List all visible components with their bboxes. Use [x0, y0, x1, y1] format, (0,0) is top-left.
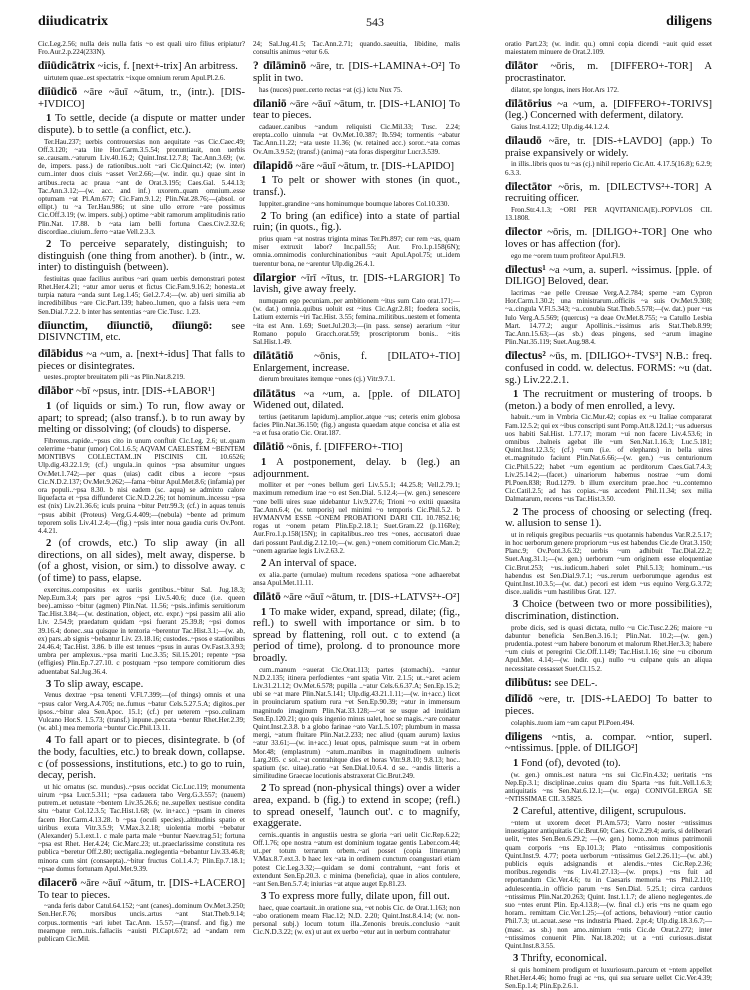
entry-grammar: ~ōnis, f. [DILATO+-TIO] Enlargement, increase.	[253, 351, 460, 374]
column-middle	[253, 40, 460, 955]
citation-quotes: ex alia..parte (urnulae) multum recedens spatiosa ~one adhaerebat ansa Apul.Met.11.11.	[253, 570, 460, 587]
definition-text: Careful, attentive, diligent, scrupulous.	[518, 806, 686, 818]
definition-text: To spread (non-physical things) over a wider area, expand. b (fig.) to extend in scope; (refl.) to spread oneself, 'launch out'. c to magnify, exaggerate.	[253, 783, 460, 830]
citation-quotes: cadauer..canibus ~andum reliquisti Cic.Mil.33; Tusc. 2.24; erepta..collo uinnula ~at Ov.Met.10.387; Ib.594; tormentis ~abatur Tac.Ann.11.22; ~ata ueste 11.36; (w. retained acc.) soror..~ata comas Ov.Am.3.9.52; (transf.) (anima) ~ata foras dispergitur Lucr.3.539.	[253, 122, 460, 156]
entry-grammar: ~āre ~āuī ~ātum, tr. [DIS-+LANIO] To tear to pieces.	[253, 98, 460, 122]
sense-definition	[253, 783, 460, 829]
sense-number: 3	[261, 891, 267, 903]
headword: dīlātātus	[253, 387, 296, 400]
dictionary-entry	[505, 678, 712, 690]
headword: dīlātātiō	[253, 350, 294, 363]
citation-quotes: cum..manum ~auerat Cic.Orat.113; partes (stomachi).. ~antur N.D.2.135; itinera perfodientes ~ant spatia Vitr. 2.1.5; ut..~aret aciem Liv.31.21.12; Ov.Met.6.578; pupilla ..~atur Cels.6.6.37.A; Sen.Ep.15.2; ubi se ~at mare Plin.Nat.5.141; Ulp.dig.43.21.1.11;—(w. in+acc.) licet in prouinciarum spatium rura ~et Sen.Ep.90.39; ~atur in immensum magnitudo imaginum Plin.Nat.33.128;—~at se usque ad inuidiam Sen.Ep.120.21; quo quis ingenio minus ualet, hoc se magis..~are conatur Quint.Inst.2.3.8. b a globo farinae ~ato Var.L.5.107; plumbum in massa mergi, ~atum fluitare Plin.Nat.2.233; nec aliud (quam aurum) laxius ~atur 33.61;—(w. in+acc.) leuat opus, palmisque suum ~at in orbem Mor.48; (emplastrum) ~atum..manibus in magnitudinem uulneris Larg.205. c sol..~at contrahitque dies et horas Vitr.9.8.10; 9.8.13; hoc.. spatium (sc. uitae)..ratio ~at Sen.Dial.10.6.4. d se.. ~andis litteris a similitudine Graecae locutionis abstraxerat Cic.Brut.249.	[253, 665, 460, 781]
citation-quotes: dierum breuitates itemque ~ones (cj.) Vitr.9.7.1.	[259, 375, 396, 384]
sense-number: 2	[261, 783, 267, 795]
entry-grammar: ~ōris, m. [DILIGO+-TOR] One who loves or has affection (for).	[505, 227, 712, 250]
entry-grammar: ~ntis, a. compar. ~ntior, superl. ~ntissimus. [pple. of DILIGO²]	[505, 731, 712, 755]
citation-quotes: haec, quae coartauit..in oratione sua, ~et nobis Cic. de Orat.1.163; non ~abo orationem meam Flac.12; N.D. 2.20; Quint.Inst.8.4.14; (w. non-personal subj.) locum totum illa..Zenonis breuis..conclusio ~auit Cic.N.D.3.22; (w. ex) ut aut ex uerbo ~etur aut in uerbum contrahatur	[253, 903, 460, 937]
headword: dīlectātor	[505, 180, 552, 193]
dictionary-entry	[38, 386, 245, 398]
headword: dīlātor	[505, 60, 538, 73]
running-head-last-word: diligens	[666, 14, 712, 29]
definition-text: To perceive separately, distinguish; to distinguish (one thing from another). b (intr., w. inter) to distinguish (between).	[38, 239, 245, 274]
citation-quotes: ~anda feris dabor Catul.64.152; ~ant (canes)..dominum Ov.Met.3.250; Sen.Her.F.76; morsibus uncis..artus ~ant Stat.Theb.9.14; corpus..tormentis ~ari iubet Tac.Ann. 15.57;—(transf. and fig.) me meamque rem..tuis..fallaciis ~auisti Pl.Capt.672; ad ~andam rem publicam Cic.Mil.	[38, 902, 245, 944]
dictionary-entry	[505, 61, 712, 84]
sense-definition	[505, 953, 712, 965]
entry-grammar: ~āre ~āuī ~ātum, tr. [DIS-+LACERO] To tear to pieces.	[38, 878, 245, 901]
headword: dīlargior	[253, 271, 297, 284]
sense-definition	[505, 599, 712, 622]
headword: dīlapidō	[253, 159, 293, 172]
dictionary-entry	[253, 592, 460, 604]
entry-grammar: ~ere, tr. [DIS-+LAEDO] To batter to pieces.	[505, 694, 712, 717]
dictionary-entry	[253, 351, 460, 374]
definition-text: Choice (between two or more possibilities), discrimination, distinction.	[505, 599, 712, 622]
sense-definition	[38, 679, 245, 691]
entry-grammar: ~bī ~psus, intr. [DIS-+LABOR¹]	[73, 386, 215, 398]
definition-text: Thrifty, economical.	[518, 953, 607, 965]
sense-definition	[38, 239, 245, 274]
sense-number: 3	[513, 599, 519, 611]
citation-quotes: festiuitas quae facilius auribus ~ari quam uerbis demonstrari potest Rhet.Her.4.21; ~atur amor uerus et fictus Cic.Fam.9.16.2; honesta..et turpia natura ~anda sunt Leg.1.45; Gel.2.7.4;—(w. ab) ueri similia ab incredibilibus ~are Cic.Part.139; habeo..lumen, quo a falsis uera ~em Sen.Dial.7.2.2. b inter has sententias ~are Cic.Tusc. 1.23.	[38, 274, 245, 316]
headword: dīlaudō	[505, 135, 542, 148]
citation-quotes: in illis..libris quos tu ~as (cj.) nihil reperio Cic.Att. 4.17.5(16.8); 6.2.9; 6.3.3.	[505, 160, 712, 177]
entry-grammar: ~a ~um, a. [DIFFERO+-TORIVS] (leg.) Concerned with deferment, dilatory.	[505, 98, 712, 122]
headword: dīlīdō	[505, 693, 533, 706]
sense-number: 2	[513, 806, 519, 818]
sense-definition	[38, 538, 245, 584]
sense-number: 4	[46, 735, 52, 747]
sense-definition	[253, 175, 460, 198]
citation-quotes: Ter.Hau.237; uerbis controuersias non aequitate ~as Cic.Caec.49; Off.3.120; ~ata lite Hor.Carm.3.5.54; pronuntiauit, non uerbis se..causam..~aturum Liv.40.16.2; Quint.Inst.12.7.8; Tac.Ann.3.69; (w. de, impers. pass.) de rationibus..uolt ~ari Cic.Quinct.42; (w. inter) cum..inter duos ciuis ~asset Ver.2.66;—(w. indir. qu.) quae sint in artibus..recta ac praua ~ant de Orat.3.195; Caes.Gal. 5.44.13; Tac.Ann.3.12;—(w. acc. and inf.) uxorem..quam omnium..esse optumam ~at Pl.Am.677; Cic.Fam.9.1.2; Plin.Nat.28.76;—(absol. or ellipt.) tu ~a Ter.Hau.986; ut sine ullo errore ~are possimus Cic.Off.3.19; (w. impers. subj.) optime ~abit ramorum amplitudinis ratio Plin.Nat. 17.88. b ~ata iam belli fortuna Caes.Civ.2.32.6; discordiae..ciuium..ferro ~atae Vell.2.3.3.	[38, 137, 245, 236]
sense-definition	[38, 735, 245, 781]
citation-quotes: molliter et per ~ones bellum geri Liv.5.5.1; 44.25.8; Vell.2.79.1; maximum remedium irae ~o est Sen.Dial. 5.12.4;—(w. gen.) senescere ~one belli uires suae uidebantur Liv.9.27.6; Trioni ~o exitii quaesita Tac.Ann.6.4; (w. temporis) uel minimi ~o temporis Cic.Phil.5.2. b HVMANVM ESSE ~ONEM PROBATIONI DARI CIL 10.7852.16; rogas ut ~onem petam Plin.Ep.2.18.1; Suet.Gram.22 (p.116Re); Aur.Fro.1.p.158(15N); in capitalibus..reo tres ~ones, accusatori duae dari possunt Paul.dig.2.12.10;—(w. gen.) ~onem comitiorum Cic.Man.2; ~onem agrariae legis Liv.2.63.2.	[253, 481, 460, 555]
headword: dīlacerō	[38, 877, 78, 890]
headword: dīlābor	[38, 385, 74, 398]
sense-definition	[253, 891, 460, 903]
entry-grammar: ~icis, f. [next+-trix] An arbitress.	[94, 61, 238, 73]
citation-quotes: Gaius Inst.4.122; Ulp.dig.44.1.2.4.	[511, 122, 610, 131]
citation-quotes: Venus dextrae ~psa tenenti V.Fl.7.399;—(of things) omnis et una ~psus calor Verg.A.4.705; ne..fumus ~batur Cels.5.27.5.A; digitos..per ipsos..~bitur alea Sen.Apoc. 15.1; (cf.) per ueterem ~pso..culinam Vulcano Hor.S. 1.5.73; (transf.) inpune..peccata ~bentur Rhet.Her.2.39; (w. abl.) mea memoria ~buntur Cic.Phil.13.11.	[38, 691, 245, 733]
sense-number: 1	[261, 175, 267, 187]
entry-grammar: ~āre ~āuī ~ātum, tr. [DIS-+LAPIDO]	[292, 160, 455, 172]
sense-number: 2	[513, 506, 519, 518]
sense-definition	[505, 389, 712, 412]
citation-quotes: uestes..propter breuitatem pili ~as Plin.Nat.8.219.	[44, 373, 185, 382]
dictionary-entry	[505, 182, 712, 205]
dictionary-entry	[253, 442, 460, 454]
running-head-first-word: diiudicatrix	[38, 14, 109, 29]
entry-grammar: ~ūs, m. [DILIGO+-TVS³] N.B.: freq. confused in codd. w. delectus. FORMS: ~u (dat. sg.) Liv.22.2.1.	[505, 351, 712, 386]
citation-quotes: tertius (aetitarum lapidum)..amplior..atque ~us; ceteris enim globosa facies Plin.Nat.36.150; (fig.) angusta quaedam atque concisa et alia est ~a et fusa oratio Cic. Orat.187.	[253, 412, 460, 438]
entry-grammar: see DISIVNCTIM, etc.	[38, 320, 245, 344]
sense-number: 1	[261, 456, 267, 468]
definition-text: (of crowds, etc.) To slip away (in all directions, on all sides), melt away, disperse. b (of a ghost, vision, or sim.) to dissolve away. c (of time) to pass, elapse.	[38, 538, 245, 584]
sense-definition	[38, 113, 245, 136]
citation-quotes: dilator, spe longus, iners Hor.Ars 172.	[511, 85, 619, 94]
entry-grammar: ~a ~um, a. [pple. of DILATO] Widened out, dilated.	[253, 388, 460, 412]
sense-number: 1	[261, 606, 267, 618]
citation-quotes: has (nuces) puer..certo rectas ~at (cj.) ictu Nux 75.	[259, 85, 403, 94]
sense-definition	[505, 758, 712, 770]
citation-quotes: si quis hominem prodigum et luxuriosum..parcum et ~ntem appellet Rhet.Her.4.46; homo frugi ac ~ns, qui sua seruare uellet Cic.Ver.4.39; Sen.Ep.1.4; Plin.Ep.2.6.1.	[505, 965, 712, 990]
entry-grammar: ~āre ~āuī ~ātum, tr. [DIS-+LATVS²+-O²]	[280, 591, 460, 603]
headword: dīligens	[505, 730, 543, 743]
entry-grammar: ~īrī ~ītus, tr. [DIS-+LARGIOR] To lavish, give away freely.	[253, 272, 460, 296]
citation-quotes: ut hic ornatus (sc. mundus)..~psus occidat Cic.Luc.119; monumenta uirum ~psa Lucr.5.311; ~psa cadauera tabo Verg.G.3.557; (nauem) putrem..et uetustate ~bentem Liv.35.26.6; ne..supellex uestisue condita situ ~batur Col.12.3.5; Tac.Hist.1.68; (w. in+acc.) ~psam in cineres facem Hor.Carm.4.13.28. b ~psa (oculi species)..altitudinis spatio et uiribus exuta Vitr.3.5.9; V.Max.3.2.18; uiolentia morbi ~bebatur (Alexander) 5.1.ext.1. c male parta male ~buntur Naev.trag.51; fortuna ~psa est Rhet. Her.4.24; Cic.Marc.23; ut..praeclarissime constituta res publica ~beretur Off.2.80; uectigalia..neglegentia ~bebantur Liv.33.46.8; minora cum sint (consaepta)..~bitur fructus Col.1.4.7; Plin.Ep.7.18.1; ~psae domus fortunam Apul.Met.9.39.	[38, 782, 245, 873]
definition-text: To fall apart or to pieces, disintegrate. b (of the body, faculties, etc.) to break down, collapse. c (of possessions, institutions, etc.) to go to ruin, decay, perish.	[38, 735, 245, 782]
citation-quotes: ~ntem ut uxorem decet Pl.Am.573; Varro noster ~ntissimus inuestigator antiquitatis Cic.Brut.60; Caes. Civ.2.29.4; auris, si deliberari uelit, ~ntes Sen.Ben.6.29.2; —(w. gen.) homo..non minus patrimonii quam corporis ~ns Ep.101.3; Plato ~ntissimus compositionis Quint.Inst.9. 4.77; poeta uerborum ~ntissimus Gel.2.26.11;—(w. abl.) publicis equis adsignandis et alendis..~ntes Cic.Rep.2.36; moribus..regendis ~ns Liv.41.27.13;—(w. preps.) ~ns fuit ad reportandum Cic.Ver.4.6; tu in Caesaris memoria ~ns Phil.2.110; adulescentia..in officio parum ~ns Sen.Dial. 5.25.1; circa carduos ~ntissimus Plin.Nat.20.263; Quint. Inst.1.1.7; de alieno neglegentes..de suo ~ntes erunt Plin. Ep.4.13.8;—(w. final cl.) eris ~ns ne quam ego horam.. remittam Cic.Ver.1.25;—(of actions, behaviour) ~ntior cautio Phil.7.3; ut..acuat..sese ~ns industria Phaed. 2.pr.4; Ulp.dig.18.3.6.7;—(masc. as sb.) non amo..nimium ~ntis Cic.de Orat.2.272; inter ~ntissimos conuenit Plin. Nat.18.202; ut a ~nti curiosus..distat Quint.Inst.8.3.55.	[505, 818, 712, 951]
citation-quotes: Fron.Str.4.1.3; ~ORI PER AQVITANICA(E)..POPVLOS CIL 13.1808.	[505, 205, 712, 223]
sense-definition	[253, 558, 460, 570]
citation-quotes: lacrimas ~ae pelle Creusae Verg.A.2.784; sperne ~am Cypron Hor.Carm.1.30.2; una ministrarum..officiis ~a suis Ov.Met.9.308; ~a..cingula V.Fl.5.343; ~a..conubia Stat.Theb.5.578;—(w. dat.) puer ~us Iulo Verg.A.5.569; (quercus) ~a deae Ov.Met.8.755; ~a Catullo Lesbia Mart. 14.77.2; augur Apollinis..~issimus aris Stat.Theb.8.99; Tac.Ann.15.63;—(as sb.) deas pingens, sed ~arum imagine Plin.Nat.35.119; Suet.Aug.98.4.	[505, 288, 712, 347]
citation-quotes: Fibrenus..rapide..~psus cito in unum confluit Cic.Leg. 2.6; ut..quam celerrime ~batur (umor) Col.1.6.5; AQVAM CAELESTEM ~BENTEM MONTIBVS COLLECTAM..IN PISCINIS CIL 10.6526; Ulp.dig.43.22.1.9; (cf.) ungula..in quinos ~psa absumitur ungues Ov.Met.1.742;—per quas (uias) cadit cibus a iecore ~psus Cic.N.D.2.137; Ov.Met.9.262;—fama ~bitur Apul.Met.8.6; (infamia) per ora populi..~psa 8.30. b nisi eadem (sc. aqua) se admixto calore liquefacta et ~psa diffunderet Cic.N.D.2.26; tot hominum..incessu ~psa est (nix) Liv.21.36.6; iculs pruina ~bitur Petr.99.3; (cf.) in aquas tenuis ~psus abibit (Proteus) Verg.G.4.409;—(nebula) ~bente ad primum teporem solis Liv.41.2.4;—(fig.) ~psis inter noua gaudia curis Ov.Pont. 4.4.21.	[38, 436, 245, 535]
entry-grammar: ~āre, tr. [DIS-+LAMINA+-O²] To split in two.	[253, 61, 460, 84]
sense-number: 1	[46, 400, 52, 412]
dictionary-entry	[253, 161, 460, 173]
dictionary-entry	[253, 61, 460, 84]
headword: dīiūdicātrix	[38, 60, 95, 73]
definition-text: A postponement, delay. b (leg.) an adjournment.	[253, 456, 460, 480]
citation-quotes: uirtutem quae..est spectatrix ~ixque omnium rerum Apul.Pl.2.6.	[44, 74, 226, 82]
citation-quotes: prius quam ~at nostras triginta minas Ter.Ph.897; cur rem ~as, quam miser extruxit labor? Inc.pall.55; Aur. Fro.1.p.158(6N); omnia..omnimodis conlurchinationibus ~auit Apul.Apol.75; ut..idem tuerentur bona, ne ~arentur Ulp.dig.26.4.1.	[253, 234, 460, 268]
dictionary-entry	[505, 694, 712, 717]
dictionary-entry	[38, 321, 245, 344]
sense-number: 2	[261, 210, 267, 222]
dictionary-entry	[505, 351, 712, 386]
headword: dīlectus¹	[505, 263, 546, 276]
definition-text: To make wider, expand, spread, dilate; (fig., refl.) to swell with importance or sim. b to spread by flattening, roll out. c to extend (a period of time), prolong. d to pronounce more broadly.	[253, 606, 460, 664]
citation-quotes: ut in reliquis gregibus pecuariis ~us quotannis habendus Var.R.2.5.17; in hoc uerborum genere propriorum ~us est habendus Cic.de Orat.3.150; Planc.9; Ov.Pont.3.6.32; uerbis ~um adhibuit Tac.Dial.22.2; Suet.Aug.31.1;—(w. gen.) uerborum ~um originem esse eloquentiae Cic.Brut.253; ~us..iudicum..haberi solet Phil.5.13; hominum..~us habendus est Sen.Dial.9.7.1; ~us..rerum uerborumque agendus est Quint.Inst.10.3.5;—(w. dat.) pecori est idem ~us equino Verg.G.3.72; disce..ualidis ~um hastilibus Grat. 127.	[505, 530, 712, 597]
headword: dīlaniō	[253, 97, 287, 110]
entry-grammar: ~a ~um, a. [next+-idus] That falls to pieces or disintegrates.	[38, 349, 245, 372]
sense-number: 3	[513, 953, 519, 965]
definition-text: An interval of space.	[266, 557, 357, 569]
sense-definition	[505, 507, 712, 530]
definition-text: To bring (an edifice) into a state of partial ruin; (in quots., fig.).	[253, 210, 460, 234]
headword: dīlectus²	[505, 350, 546, 363]
citation-quotes: colaphis..tuom iam ~am caput Pl.Poen.494.	[511, 718, 635, 727]
dictionary-entry	[253, 389, 460, 412]
dictionary-entry	[505, 227, 712, 250]
definition-text: (of liquids or sim.) To run, flow away or apart; to spread; (also transf.). b to run away by melting or dissolving; (of clouds) to disperse.	[38, 400, 245, 436]
headword: dīlātiō	[253, 441, 285, 454]
sense-definition	[38, 401, 245, 436]
entry-grammar: ~ōris, m. [DIFFERO+-TOR] A procrastinator.	[505, 61, 712, 84]
headword: dīiunctim, dīiunctiō, dīiungō:	[38, 319, 213, 332]
citation-quotes: exercitus..compositus ex uariis gentibus..~bitur Sal. Jug.18.3; Nep.Eum.3.4; pars per agros ~psi Liv.5.40.6; duce (i.e. queen bee)..amisso ~bitur (agmen) Plin.Nat. 11.56; ~psis..infimis seruitiorum Tac.Hist.3.84;—(w. destination, object, etc. expr.) ~psi passim alii alio Liv. 2.54.9; praedatum quidam ~psi fuerant 25.39.8; ~psi domos 39.16.4; donec..sua quisque in tentoria ~berentur Tac.Hist.3.1;—(w. ab, ex) pars..ab signis ~bebantur Liv. 23.18.16; custodes..~psos e stationibus 24.46.4; Tac.Hist. 3.86. b ille est tenues ~psus in auras Ov.Fast.3.3.93; umbra per amplexus..~psa mariti Luc.3.35; Sil.15.201; repente ~psa (effigies) Plin.Ep.7.27.10. c postquam ~pso tempore comitiorum dies aduentabat Sal.Jug.36.4.	[38, 585, 245, 676]
citation-quotes: ego me ~orem tuum profiteor Apul.Fl.9.	[511, 251, 626, 260]
sense-definition	[253, 457, 460, 480]
dictionary-entry	[253, 99, 460, 122]
headword: ? dīlāminō	[253, 60, 307, 73]
citation-quotes: 24; Sal.Jug.41.5; Tac.Ann.2.71; quando..saeuitia, libidine, malis consultis animus ~etur 6.6.	[253, 40, 460, 57]
headword: dīlātō	[253, 590, 281, 603]
dictionary-entry	[38, 61, 245, 73]
sense-definition	[253, 211, 460, 234]
page-number: 543	[366, 15, 384, 29]
sense-number: 3	[46, 678, 52, 690]
sense-number: 2	[261, 557, 267, 569]
dictionary-entry	[505, 732, 712, 755]
definition-text: The process of choosing or selecting (freq. w. allusion to sense 1).	[505, 506, 712, 530]
entry-grammar: see DEL-.	[551, 677, 598, 689]
definition-text: The recruitment or mustering of troops. b (meton.) a body of men enrolled, a levy.	[505, 389, 712, 412]
definition-text: To settle, decide (a dispute or matter under dispute). b to settle (a conflict, etc.).	[38, 113, 245, 136]
definition-text: To express more fully, dilate upon, fill out.	[266, 891, 450, 903]
dictionary-entry	[505, 265, 712, 288]
headword: dīlābidus	[38, 348, 83, 360]
sense-number: 2	[46, 239, 52, 251]
headword: dīlector	[505, 226, 543, 239]
column-left	[38, 40, 245, 955]
column-right	[505, 40, 712, 990]
sense-number: 1	[513, 389, 519, 401]
headword: dīlātōrius	[505, 97, 552, 110]
sense-definition	[505, 806, 712, 818]
citation-quotes: Cic.Leg.2.56; nulla deis nulla fatis ~o est quali uiro filius eripiatur? Fro.Aur.2.p.224(233N).	[38, 40, 245, 57]
headword: dīlibūtus:	[505, 676, 552, 689]
citation-quotes: cernis..quantis in angustiis uestra se gloria ~ari uelit Cic.Rep.6.22; Off.1.76; ope nostra ~atum est dominium togatae gentis Laber.com.44; ut..per totum terrarum orbem..~ari posset (copia litterarum) V.Max.8.7.ext.3. b haec lex ~ata in ordinem cunctum coangustari etiam potest Cic.Leg.3.32;—quidam se domi contrahunt, ~ant foris et extendunt Sen.Ep.20.3. c minima (beneficia), quae in alios contulere, ~ant Sen.Ben.5.7.4; iniurias ~at atque auget Ep.81.23.	[253, 830, 460, 888]
entry-grammar: ~ōris, m. [DILECTVS²+-TOR] A recruiting officer.	[505, 181, 712, 205]
definition-text: Fond (of), devoted (to).	[518, 757, 621, 769]
definition-text: To pelt or shower with stones (in quot., transf.).	[253, 175, 460, 198]
entry-grammar: ~āre, tr. [DIS-+LAVDO] (app.) To praise expansively or widely.	[505, 136, 712, 159]
dictionary-entry	[38, 349, 245, 372]
citation-quotes: numquam ego pecuniam..per ambitionem ~itus sum Cato orat.171;—(w. dat.) omnia..quibus uoluit est ~itus Cic.Agr.2.81; foedera sociis, Latium externis ~iri Tac.Hist. 3.55; femina..militibus..uestem et fomenta ~ita est Ann. 1.69; Suet.Jul.20.3;—(in pass. sense) aerarium ~itur Romano populo Gracch.orat.59; proscriptorum bonis.. ~itis Sal.Hist.1.49.	[253, 296, 460, 346]
citation-quotes: (w. gen.) omnis..est natura ~ns sui Cic.Fin.4.32; ueritatis ~ns Nep.Ep.3.1; disciplinae..cuius quam diu Sparta ~ns fuit..Vell.1.6.3; antiquitatis ~ns Sen.Nat.6.12.1;—(w. erga) CONIVGI..ERGA SE ~NTISSIMAE CIL 3.5825.	[505, 770, 712, 804]
citation-quotes: Iuppiter..grandine ~ans hominumque boumque labores Col.10.330.	[259, 199, 450, 208]
citation-quotes: probe dicis, sed is quasi dictata, nullo ~u Cic.Tusc.2.26; maiore ~u dabuntur beneficia Sen.Ben.3.16.1; Plin.Nat. 10.2;—(w. gen.) prudentia..potest ~um habere bonorum et malorum Rhet.Her.3.3; habere ~um ciuis et peregrini Cic.Off.1.149; Tac.Hist.1.16; sine ~u ciborum Apul.Met. 4.14;—(w. indir. qu.) nullo ~u culpane quis an aliqua necessitate cessasset Suet.Cl.15.2.	[505, 623, 712, 673]
citation-quotes: habuit..~um in Vmbria Cic.Mur.42; copias ex ~u Italiae compararat Fam.12.5.2; qui ex ~ibus conscripti sunt Pomp.Att.8.12d.1; ~us aduersus uos habiti Sal.Hist. 1.77.17; moram ~ui non facere Liv.4.53.6; in omnibus ..balneis agebat ille ~um Sen.Nat.1.16.3; Luc.5.181; Quint.Inst.12.3.5; (cf.) ~um (i.e. of elephants) in bella uires et..magnitudo faciunt Plin.Nat.6.66;—(w. gen.) ~us centurionum Cic.Phil.5.22; habet ~um egentium ac perditorum Caes.Gal.7.4.3; Liv.25.14.2;—(facet.) uinariorum habemus nostrae ~um domi Pl.Poen.838; Rud.1279. b illum exercitum prae..hoc ~u..contemno Cic.Catil.2.5; ad has copias..~us accedent Phil.11.34; sex milia Dalmatarum, recens ~us Tac.Hist.3.50.	[505, 413, 712, 504]
definition-text: To slip away, escape.	[51, 678, 144, 690]
dictionary-entry	[253, 273, 460, 296]
dictionary-entry	[38, 87, 245, 110]
entry-grammar: ~ōnis, f. [DIFFERO+-TIO]	[284, 442, 403, 454]
dictionary-entry	[505, 99, 712, 122]
dictionary-entry	[505, 136, 712, 159]
citation-quotes: oratio Part.23; (w. indir. qu.) omni copia dicendi ~auit quid esset maiestatem minuere de Orat.2.109.	[505, 40, 712, 57]
sense-definition	[253, 607, 460, 665]
entry-grammar: ~a ~um, a. superl. ~issimus. [pple. of DILIGO] Beloved, dear.	[505, 264, 712, 288]
entry-grammar: ~āre ~āuī ~ātum, tr., (intr.). [DIS-+IVDICO]	[38, 87, 245, 110]
dictionary-entry	[38, 878, 245, 901]
sense-number: 1	[513, 757, 519, 769]
sense-number: 2	[46, 538, 52, 550]
headword: dīiūdicō	[38, 86, 78, 99]
sense-number: 1	[46, 113, 52, 125]
